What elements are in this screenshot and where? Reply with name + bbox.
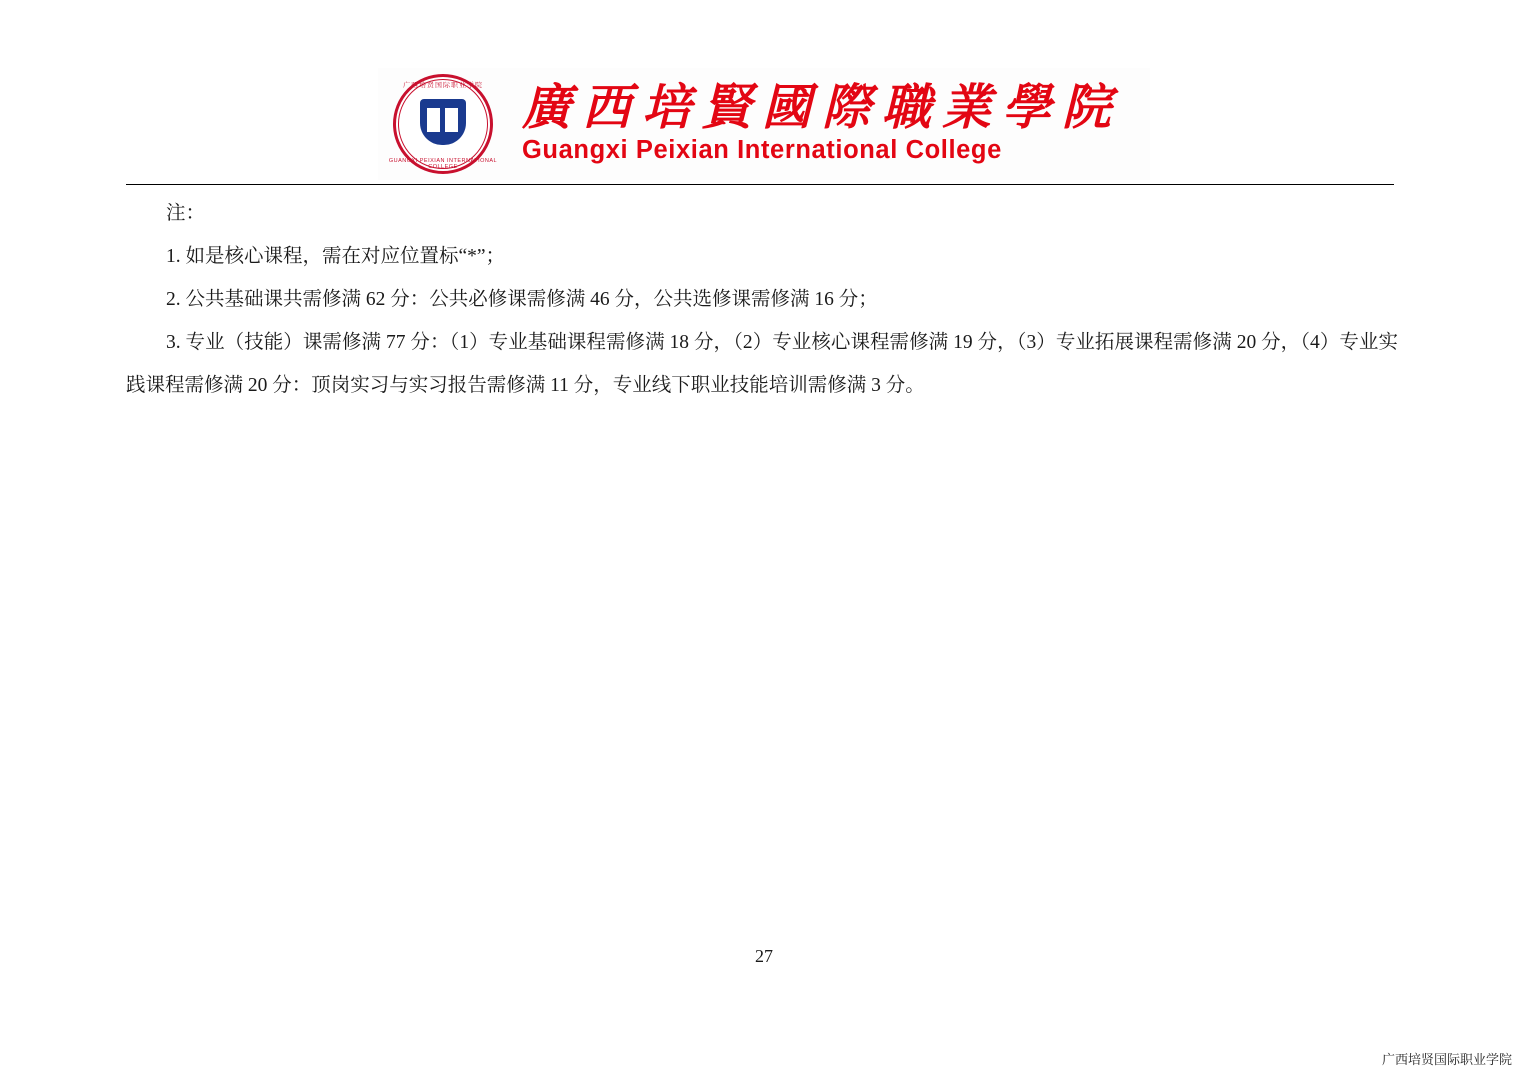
header-divider [126,184,1394,185]
page-number: 27 [755,946,773,966]
letterhead-wordmark [512,77,1150,166]
letterhead-title-cn: 廣西培賢國際職業學院 [522,77,1123,136]
seal-bottom-text: GUANGXI PEIXIAN INTERNATIONAL COLLEGE [388,158,498,170]
note-item-3: 3. 专业（技能）课需修满 77 分：（1）专业基础课程需修满 18 分，（2）专业核心课程需修满 19 分，（3）专业拓展课程需修满 20 分，（4）专业实践课程需修满 20 分：顶岗实习与实习报告需修满 11 分，专业线下职业技能培训需修满 3 分。 [126,332,1398,396]
note-item-2: 2. 公共基础课共需修满 62 分：公共必修课需修满 46 分，公共选修课需修满 16 分； [166,289,878,310]
notes-section [126,192,1398,407]
notes-heading: 注： [166,203,206,224]
college-seal-icon [384,72,512,176]
note-item-1: 1. 如是核心课程，需在对应位置标“*”； [166,246,506,267]
footer-watermark: 广西培贤国际职业学院 [1381,1052,1512,1067]
letterhead-title-en: Guangxi Peixian International College [522,136,1002,165]
letterhead-banner [378,68,1150,180]
seal-book-emblem [420,99,466,145]
seal-top-text: 广西培贤国际职业学院 [403,82,483,89]
